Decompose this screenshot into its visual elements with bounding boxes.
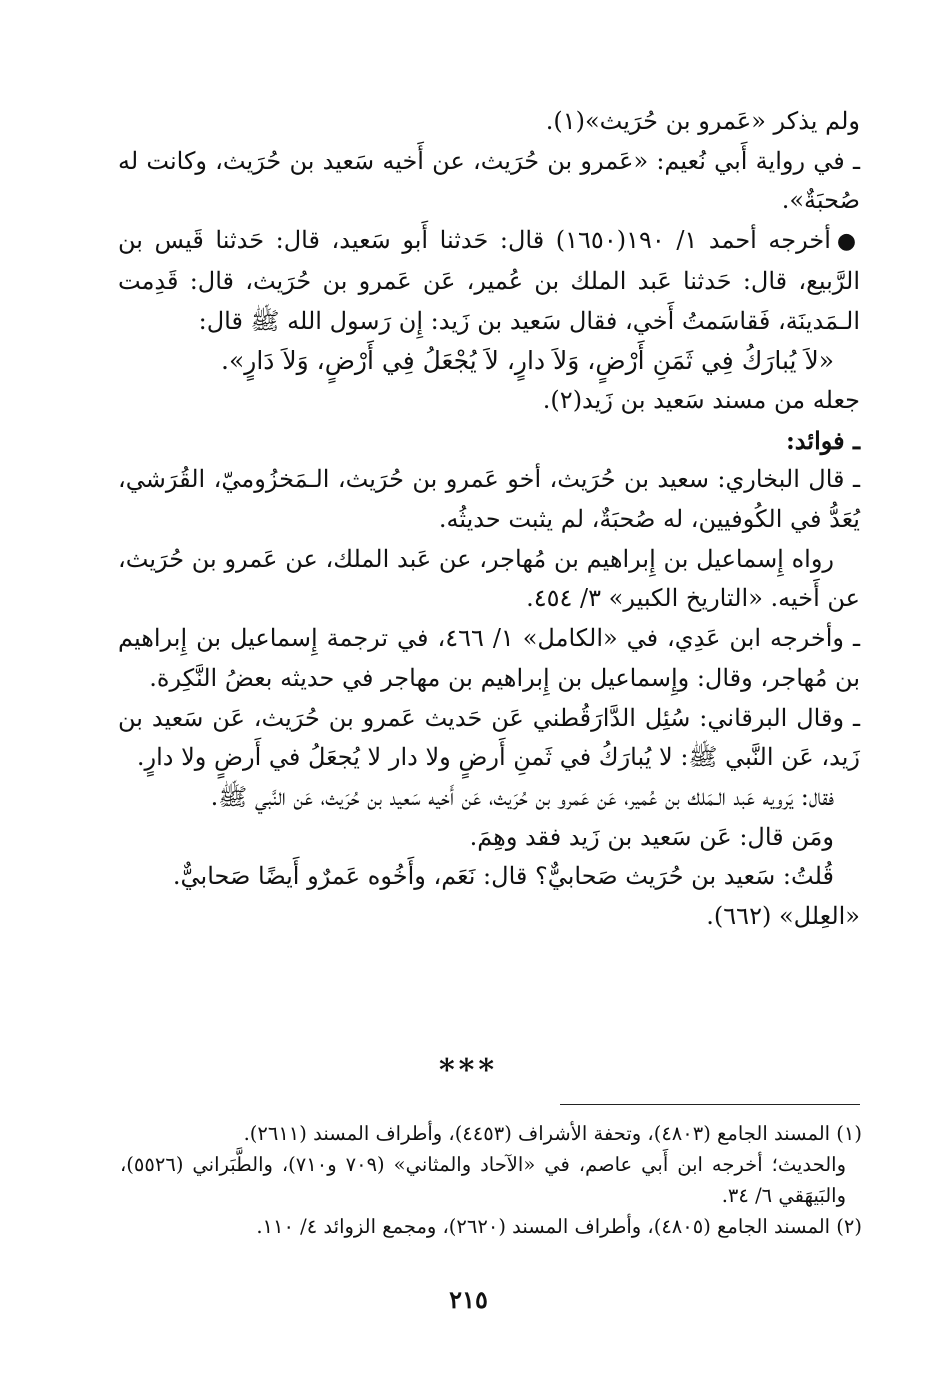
section-separator: *** [438, 1053, 499, 1088]
footnote-rule [560, 1104, 860, 1105]
section-heading: ـ فوائد: [785, 425, 860, 455]
bullet-icon: ● [836, 229, 860, 255]
footnotes [120, 1118, 862, 1242]
paragraph: ـ وأخرجه ابن عَدِي، في «الكامل» ١/ ٤٦٦، في ترجمة إِسماعيل بن إِبراهيم بن مُهاجر، وقال: وإِسماعيل بن إِبراهيم بن مهاجر في حديثه بعضُ النَّكِرة. [118, 624, 860, 692]
paragraph: ولم يذكر «عَمرو بن حُرَيث»(١). [545, 107, 860, 135]
hadith-source-paragraph [118, 221, 860, 341]
main-text [118, 102, 860, 937]
page-number: ٢١٥ [449, 1285, 488, 1314]
paragraph: رواه إِسماعيل بن إِبراهيم بن مُهاجر، عن عَبد الملك، عن عَمرو بن حُرَيث، عن أَخيه. «التاريخ الكبير» ٣/ ٤٥٤. [118, 544, 860, 613]
paragraph: ـ قال البخاري: سعيد بن حُرَيث، أخو عَمرو بن حُرَيث، الـمَخزُوميّ، القُرَشي، يُعَدُّ في الكُوفيين، له صُحبَةٌ، لم يثبت حديثُه. [118, 465, 860, 534]
citation: «العِلل» (٦٦٢). [706, 902, 860, 931]
paragraph: فقال: يَرويه عَبد الـمَلك بن عُمير، عَن عَمرو بن حُرَيث، عَن أَخيه سَعيد بن حُرَيث، عَن النَّبي ﷺ. [210, 782, 834, 811]
paragraph: ـ في رواية أَبي نُعيم: «عَمرو بن حُرَيث، عن أَخيه سَعيد بن حُرَيث، وكانت له صُحبَةٌ». [118, 146, 860, 215]
paragraph: قُلتُ: سَعيد بن حُرَيث صَحابيٌّ؟ قال: نَعَم، وأَخُوه عَمرٌو أَيضًا صَحابيٌّ. [172, 862, 834, 891]
paragraph-text: أخرجه أحمد ١/ ١٩٠(١٦٥٠) قال: حَدثنا أَبو سَعيد، قال: حَدثنا قَيس بن الرَّبيع، قال: حَدثنا عَبد الملك بن عُمير، عَن عَمرو بن حُرَيث، قال: قَدِمت الـمَدينَة، فَقاسَمتُ أَخي، فقال سَعيد بن زَيد: إِن رَسول الله ﷺ قال: [118, 226, 860, 335]
paragraph: ومَن قال: عَن سَعيد بن زَيد فقد وهِمَ. [469, 822, 834, 851]
footnote: (١) المسند الجامع (٤٨٠٣)، وتحفة الأشراف (٤٤٥٣)، وأطراف المسند (٢٦١١). [243, 1122, 862, 1145]
hadith-text: «لاَ يُبارَكُ فِي ثَمَنِ أَرْضٍ، وَلاَ دارٍ، لاَ يُجْعَلُ فِي أَرْضٍ، وَلاَ دَارٍ». [221, 346, 834, 376]
paragraph: ـ وقال البرقاني: سُئِل الدَّارَقُطني عَن حَديث عَمرو بن حُرَيث، عَن سَعيد بن زَيد، عَن النَّبي ﷺ: لا يُبارَكُ في ثَمنِ أَرضٍ ولا دار لا يُجعَلُ في أَرضٍ ولا دارٍ. [118, 703, 860, 772]
footnote-continuation: والحديث؛ أخرجه ابن أَبي عاصم، في «الآحاد والمثاني» (٧٠٩ و٧١٠)، والطَّبَراني (٥٥٢٦)، والبَيهَقي ٦/ ٣٤. [120, 1153, 846, 1207]
footnote: (٢) المسند الجامع (٤٨٠٥)، وأطراف المسند (٢٦٢٠)، ومجمع الزوائد ٤/ ١١٠. [256, 1215, 862, 1238]
paragraph: جعله من مسند سَعيد بن زَيد(٢). [542, 385, 860, 414]
